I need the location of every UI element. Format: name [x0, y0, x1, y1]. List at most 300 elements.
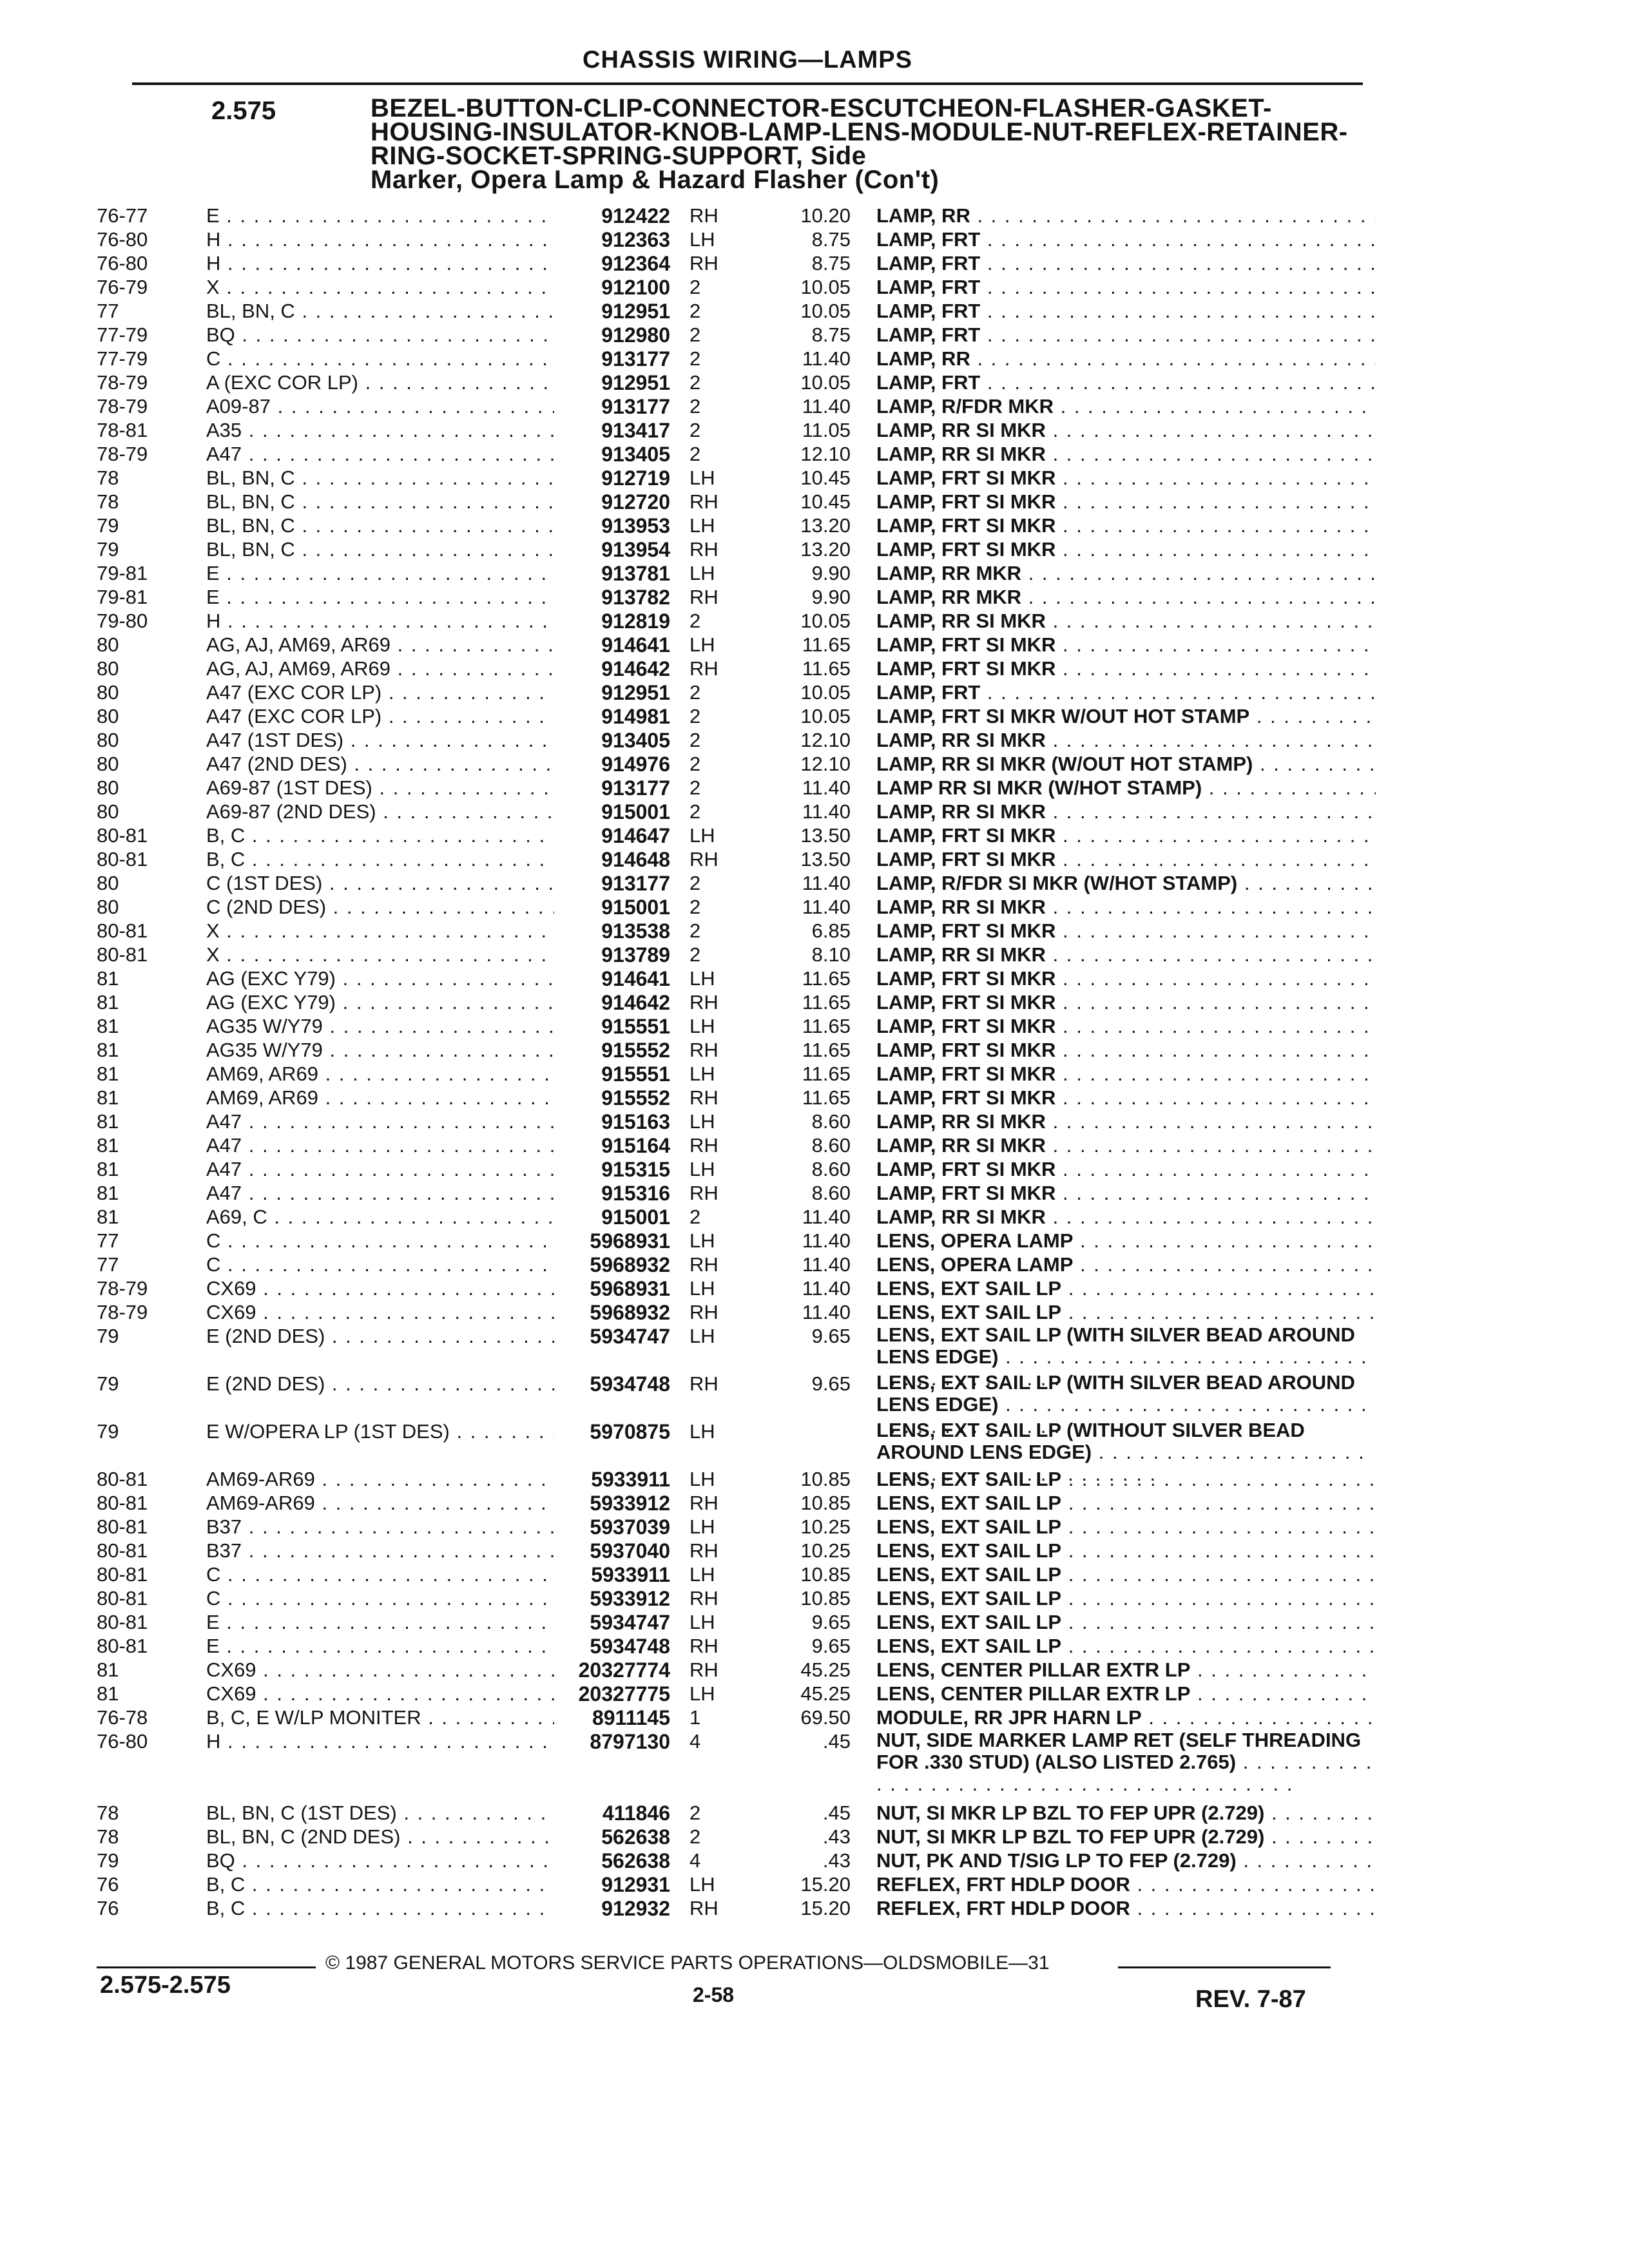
parts-row [97, 1872, 1385, 1897]
quantity-cell: RH [689, 204, 718, 227]
model-cell: A47 . . . [206, 1181, 554, 1206]
description-cell: LENS, EXT SAIL LP . . . [876, 1300, 1376, 1325]
model-cell: C . . . [206, 1562, 554, 1587]
part-number-cell: 915316 [601, 1182, 670, 1205]
description-cell: LAMP, FRT SI MKR . . . [876, 919, 1376, 943]
description-cell: LAMP, FRT SI MKR . . . [876, 1086, 1376, 1110]
description-cell: LAMP, RR SI MKR . . . [876, 800, 1376, 824]
parts-row [97, 204, 1385, 228]
part-number-cell: 915164 [601, 1134, 670, 1157]
parts-row [97, 633, 1385, 657]
model-cell: CX69 . . . [206, 1276, 554, 1301]
part-number-cell: 914641 [601, 633, 670, 657]
price-cell: 6.85 [811, 919, 851, 942]
year-cell: 76-80 [97, 252, 148, 274]
description-cell: LAMP, FRT SI MKR . . . [876, 514, 1376, 538]
parts-row [97, 1276, 1385, 1301]
quantity-cell: 2 [689, 347, 701, 370]
section-title-text: BEZEL-BUTTON-CLIP-CONNECTOR-ESCUTCHEON-FLASHER-GASKET-HOUSING-INSULATOR-KNOB-LAMP-LENS-MODULE-NUT-REFLEX-RETAINER-RING-SOCKET-SPRING-SUPPORT, Side [371, 94, 1348, 170]
part-number-cell: 5934747 [590, 1611, 670, 1634]
price-cell: .45 [822, 1802, 851, 1824]
parts-row [97, 1467, 1385, 1492]
description-cell: LENS, CENTER PILLAR EXTR LP . . . [876, 1682, 1376, 1706]
model-cell: A47 . . . [206, 442, 554, 466]
parts-row [97, 442, 1385, 466]
description-cell: REFLEX, FRT HDLP DOOR . . . [876, 1872, 1376, 1897]
price-cell: 11.40 [802, 896, 851, 918]
part-number-cell: 915551 [601, 1015, 670, 1038]
price-cell: 11.65 [802, 1015, 851, 1037]
model-cell: BQ . . . [206, 323, 554, 347]
part-number-cell: 912980 [601, 323, 670, 347]
price-cell: 11.40 [802, 347, 851, 370]
description-cell: LENS, EXT SAIL LP . . . [876, 1467, 1376, 1492]
quantity-cell: RH [689, 1587, 718, 1610]
model-cell: A47 . . . [206, 1133, 554, 1158]
part-number-cell: 914641 [601, 967, 670, 990]
parts-row [97, 871, 1385, 896]
quantity-cell: 1 [689, 1706, 701, 1729]
price-cell: 13.50 [800, 824, 851, 847]
part-number-cell: 912951 [601, 681, 670, 704]
quantity-cell: 2 [689, 610, 701, 632]
quantity-cell: 2 [689, 729, 701, 751]
parts-row [97, 347, 1385, 371]
price-cell: 11.40 [802, 1301, 851, 1323]
model-cell: BL, BN, C (2ND DES) . . . [206, 1825, 554, 1849]
price-cell: 10.20 [800, 204, 851, 227]
model-cell: A47 (1ST DES) . . . [206, 728, 554, 753]
description-cell: LAMP, R/FDR MKR . . . [876, 394, 1376, 419]
year-cell: 81 [97, 1086, 119, 1109]
year-cell: 80-81 [97, 1468, 148, 1490]
quantity-cell: LH [689, 1563, 715, 1586]
year-cell: 80 [97, 872, 119, 894]
year-cell: 78 [97, 490, 119, 513]
part-number-cell: 913954 [601, 538, 670, 561]
description-cell: NUT, SIDE MARKER LAMP RET (SELF THREADING FOR .330 STUD) (ALSO LISTED 2.765) . . . [876, 1729, 1376, 1795]
price-cell: 11.65 [802, 633, 851, 656]
quantity-cell: LH [689, 1682, 715, 1705]
year-cell: 80-81 [97, 824, 148, 847]
model-cell: B, C . . . [206, 1896, 554, 1921]
year-cell: 78-79 [97, 1277, 148, 1300]
price-cell: 9.65 [811, 1372, 851, 1395]
parts-row [97, 728, 1385, 753]
part-number-cell: 915552 [601, 1039, 670, 1062]
model-cell: BL, BN, C . . . [206, 466, 554, 490]
parts-row [97, 1562, 1385, 1587]
price-cell: 9.65 [811, 1635, 851, 1657]
model-cell: CX69 . . . [206, 1682, 554, 1706]
model-cell: X . . . [206, 919, 554, 943]
quantity-cell: RH [689, 1301, 718, 1323]
parts-row [97, 561, 1385, 586]
model-cell: A09-87 . . . [206, 394, 554, 419]
part-number-cell: 914642 [601, 991, 670, 1014]
quantity-cell: LH [689, 1062, 715, 1085]
part-number-cell: 913781 [601, 562, 670, 585]
parts-row [97, 1682, 1385, 1706]
year-cell: 77 [97, 1253, 119, 1276]
quantity-cell: LH [689, 824, 715, 847]
quantity-cell: RH [689, 1372, 718, 1395]
description-cell: LAMP, FRT SI MKR . . . [876, 1181, 1376, 1206]
part-number-cell: 912951 [601, 371, 670, 394]
model-cell: E . . . [206, 561, 554, 586]
price-cell: 13.20 [800, 538, 851, 561]
model-cell: E . . . [206, 1610, 554, 1635]
price-cell: 9.65 [811, 1611, 851, 1633]
part-number-cell: 914976 [601, 753, 670, 776]
parts-row [97, 800, 1385, 824]
year-cell: 80-81 [97, 1611, 148, 1633]
model-cell: E (2ND DES) . . . [206, 1372, 554, 1396]
year-cell: 76-79 [97, 276, 148, 298]
section-title [371, 94, 1376, 194]
model-cell: A (EXC COR LP) . . . [206, 370, 554, 395]
part-number-cell: 5968931 [590, 1229, 670, 1253]
price-cell: 8.75 [811, 228, 851, 251]
year-cell: 78 [97, 1802, 119, 1824]
year-cell: 81 [97, 1682, 119, 1705]
year-cell: 76 [97, 1897, 119, 1919]
description-cell: LAMP, FRT SI MKR . . . [876, 1157, 1376, 1182]
part-number-cell: 912719 [601, 466, 670, 490]
price-cell: 11.40 [802, 1206, 851, 1228]
parts-row [97, 1849, 1385, 1873]
parts-row [97, 1110, 1385, 1134]
part-number-cell: 5934747 [590, 1325, 670, 1348]
model-cell: AG, AJ, AM69, AR69 . . . [206, 633, 554, 657]
year-cell: 80 [97, 681, 119, 704]
model-cell: C (2ND DES) . . . [206, 895, 554, 919]
model-cell: A35 . . . [206, 418, 554, 443]
price-cell: 15.20 [800, 1873, 851, 1896]
description-cell: LAMP, RR MKR . . . [876, 585, 1376, 610]
parts-row [97, 418, 1385, 443]
year-cell: 80-81 [97, 1635, 148, 1657]
description-cell: LAMP, RR . . . [876, 204, 1376, 228]
price-cell: 11.65 [802, 1039, 851, 1061]
quantity-cell: 2 [689, 919, 701, 942]
quantity-cell: RH [689, 1492, 718, 1514]
year-cell: 76-80 [97, 1730, 148, 1753]
part-number-cell: 5968932 [590, 1301, 670, 1324]
footer-rule-left [97, 1966, 316, 1968]
parts-row [97, 1014, 1385, 1039]
model-cell: A69, C . . . [206, 1205, 554, 1229]
price-cell: 9.65 [811, 1325, 851, 1347]
model-cell: A47 (2ND DES) . . . [206, 752, 554, 776]
description-cell: LAMP, FRT SI MKR . . . [876, 633, 1376, 657]
part-number-cell: 5968931 [590, 1277, 670, 1300]
quantity-cell: 2 [689, 443, 701, 465]
quantity-cell: 2 [689, 300, 701, 322]
year-cell: 80-81 [97, 943, 148, 966]
price-cell: 11.65 [802, 967, 851, 990]
parts-row [97, 1706, 1385, 1730]
footer-page-number: 2-58 [693, 1983, 735, 2006]
description-cell: LAMP, FRT SI MKR . . . [876, 823, 1376, 848]
parts-row [97, 776, 1385, 800]
parts-list [97, 204, 1385, 1937]
section-number: 2.575 [211, 97, 276, 125]
price-cell: 10.85 [800, 1587, 851, 1610]
part-number-cell: 5933911 [591, 1468, 670, 1491]
model-cell: B, C . . . [206, 847, 554, 872]
part-number-cell: 5933912 [590, 1587, 670, 1610]
description-cell: LAMP, RR SI MKR . . . [876, 943, 1376, 967]
description-cell: LAMP, FRT . . . [876, 299, 1376, 323]
year-cell: 81 [97, 1658, 119, 1681]
quantity-cell: 2 [689, 419, 701, 441]
model-cell: E (2ND DES) . . . [206, 1324, 554, 1349]
year-cell: 80-81 [97, 848, 148, 870]
part-number-cell: 912422 [601, 204, 670, 227]
parts-row [97, 943, 1385, 967]
model-cell: BL, BN, C (1ST DES) . . . [206, 1801, 554, 1825]
part-number-cell: 913405 [601, 443, 670, 466]
parts-row [97, 1825, 1385, 1849]
price-cell: 8.60 [811, 1182, 851, 1204]
description-cell: LAMP, FRT SI MKR . . . [876, 1062, 1376, 1086]
parts-row [97, 1491, 1385, 1515]
parts-row [97, 1634, 1385, 1658]
description-cell: LENS, EXT SAIL LP . . . [876, 1515, 1376, 1539]
year-cell: 80-81 [97, 919, 148, 942]
quantity-cell: RH [689, 1086, 718, 1109]
part-number-cell: 562638 [601, 1825, 670, 1849]
year-cell: 80 [97, 800, 119, 823]
price-cell: 10.45 [800, 490, 851, 513]
year-cell: 77 [97, 1229, 119, 1252]
section-subtitle: Marker, Opera Lamp & Hazard Flasher (Con't) [371, 166, 940, 194]
part-number-cell: 913177 [601, 347, 670, 370]
description-cell: LAMP, FRT . . . [876, 680, 1376, 705]
year-cell: 80-81 [97, 1515, 148, 1538]
year-cell: 79-80 [97, 610, 148, 632]
model-cell: E . . . [206, 1634, 554, 1658]
part-number-cell: 915163 [601, 1110, 670, 1133]
part-number-cell: 913177 [601, 872, 670, 895]
price-cell: 11.40 [802, 395, 851, 418]
model-cell: BQ . . . [206, 1849, 554, 1873]
quantity-cell: RH [689, 1539, 718, 1562]
quantity-cell: RH [689, 252, 718, 274]
quantity-cell: 2 [689, 753, 701, 775]
model-cell: H . . . [206, 227, 554, 252]
part-number-cell: 913417 [601, 419, 670, 442]
price-cell: 11.65 [802, 1086, 851, 1109]
part-number-cell: 411846 [602, 1802, 670, 1825]
price-cell: 11.40 [802, 1229, 851, 1252]
model-cell: BL, BN, C . . . [206, 537, 554, 562]
price-cell: 10.05 [800, 705, 851, 727]
parts-row [97, 394, 1385, 419]
price-cell: 8.60 [811, 1110, 851, 1133]
description-cell: LAMP, FRT SI MKR . . . [876, 990, 1376, 1015]
parts-row [97, 466, 1385, 490]
model-cell: AG, AJ, AM69, AR69 . . . [206, 657, 554, 681]
year-cell: 81 [97, 967, 119, 990]
year-cell: 79 [97, 1849, 119, 1872]
description-cell: LENS, OPERA LAMP . . . [876, 1253, 1376, 1277]
description-cell: LAMP RR SI MKR (W/HOT STAMP) . . . [876, 776, 1376, 800]
price-cell: 9.90 [811, 562, 851, 584]
price-cell: 10.25 [800, 1515, 851, 1538]
parts-row [97, 1896, 1385, 1921]
model-cell: CX69 . . . [206, 1300, 554, 1325]
model-cell: C . . . [206, 347, 554, 371]
quantity-cell: LH [689, 228, 715, 251]
parts-row [97, 490, 1385, 514]
model-cell: BL, BN, C . . . [206, 490, 554, 514]
part-number-cell: 5933912 [590, 1492, 670, 1515]
parts-row [97, 299, 1385, 323]
part-number-cell: 912720 [601, 490, 670, 514]
quantity-cell: LH [689, 514, 715, 537]
description-cell: LAMP, RR MKR . . . [876, 561, 1376, 586]
footer-rule-right [1118, 1966, 1331, 1968]
model-cell: B, C . . . [206, 1872, 554, 1897]
year-cell: 81 [97, 1134, 119, 1157]
price-cell: 11.65 [802, 991, 851, 1014]
part-number-cell: 914642 [601, 657, 670, 680]
description-cell: LAMP, RR . . . [876, 347, 1376, 371]
price-cell: 13.50 [800, 848, 851, 870]
quantity-cell: 2 [689, 776, 701, 799]
description-cell: LAMP, RR SI MKR . . . [876, 895, 1376, 919]
year-cell: 80 [97, 896, 119, 918]
part-number-cell: 912951 [601, 300, 670, 323]
price-cell: 10.85 [800, 1468, 851, 1490]
year-cell: 78 [97, 466, 119, 489]
page-header: CHASSIS WIRING—LAMPS [583, 46, 912, 73]
description-cell: LAMP, FRT . . . [876, 323, 1376, 347]
quantity-cell: 2 [689, 1825, 701, 1848]
parts-row [97, 1300, 1385, 1325]
footer-copyright: © 1987 GENERAL MOTORS SERVICE PARTS OPERATIONS—OLDSMOBILE—31 [325, 1952, 1050, 1974]
model-cell: A69-87 (2ND DES) . . . [206, 800, 554, 824]
year-cell: 78 [97, 1825, 119, 1848]
model-cell: AM69, AR69 . . . [206, 1086, 554, 1110]
year-cell: 81 [97, 991, 119, 1014]
price-cell: 11.40 [802, 872, 851, 894]
model-cell: X . . . [206, 943, 554, 967]
year-cell: 78-79 [97, 1301, 148, 1323]
description-cell: LAMP, FRT SI MKR . . . [876, 966, 1376, 991]
part-number-cell: 913177 [601, 776, 670, 800]
parts-row [97, 680, 1385, 705]
parts-row [97, 1610, 1385, 1635]
parts-row [97, 1133, 1385, 1158]
quantity-cell: LH [689, 1015, 715, 1037]
description-cell: LAMP, RR SI MKR . . . [876, 609, 1376, 633]
price-cell: 12.10 [800, 443, 851, 465]
parts-row [97, 537, 1385, 562]
price-cell: 10.85 [800, 1563, 851, 1586]
price-cell: 11.05 [802, 419, 851, 441]
year-cell: 77 [97, 300, 119, 322]
model-cell: C (1ST DES) . . . [206, 871, 554, 896]
part-number-cell: 913782 [601, 586, 670, 609]
quantity-cell: LH [689, 1420, 715, 1443]
model-cell: X . . . [206, 275, 554, 300]
description-cell: LAMP, FRT SI MKR W/OUT HOT STAMP . . . [876, 704, 1376, 729]
part-number-cell: 912363 [601, 228, 670, 251]
description-cell: LENS, OPERA LAMP . . . [876, 1229, 1376, 1253]
price-cell: 10.85 [800, 1492, 851, 1514]
price-cell: 11.40 [802, 1277, 851, 1300]
price-cell: 10.05 [800, 610, 851, 632]
model-cell: H . . . [206, 251, 554, 276]
model-cell: B, C . . . [206, 823, 554, 848]
price-cell: 11.40 [802, 1253, 851, 1276]
part-number-cell: 913177 [601, 395, 670, 418]
year-cell: 79 [97, 1420, 119, 1443]
description-cell: LAMP, FRT SI MKR . . . [876, 490, 1376, 514]
description-cell: LENS, EXT SAIL LP . . . [876, 1634, 1376, 1658]
year-cell: 80-81 [97, 1539, 148, 1562]
price-cell: 8.10 [811, 943, 851, 966]
description-cell: NUT, SI MKR LP BZL TO FEP UPR (2.729) . . . [876, 1801, 1376, 1825]
year-cell: 78-79 [97, 443, 148, 465]
price-cell: 8.75 [811, 323, 851, 346]
year-cell: 79 [97, 514, 119, 537]
year-cell: 80 [97, 753, 119, 775]
part-number-cell: 5934748 [590, 1635, 670, 1658]
parts-row [97, 823, 1385, 848]
quantity-cell: LH [689, 1110, 715, 1133]
quantity-cell: 4 [689, 1849, 701, 1872]
quantity-cell: 2 [689, 323, 701, 346]
parts-row [97, 752, 1385, 776]
parts-row [97, 704, 1385, 729]
year-cell: 80-81 [97, 1587, 148, 1610]
parts-row [97, 585, 1385, 610]
description-cell: LENS, EXT SAIL LP . . . [876, 1610, 1376, 1635]
year-cell: 81 [97, 1206, 119, 1228]
part-number-cell: 915001 [601, 800, 670, 823]
model-cell: H . . . [206, 1729, 554, 1754]
price-cell: 12.10 [800, 729, 851, 751]
quantity-cell: RH [689, 991, 718, 1014]
parts-row [97, 275, 1385, 300]
model-cell: E W/OPERA LP (1ST DES) . . . [206, 1419, 554, 1444]
description-cell: LAMP, FRT SI MKR . . . [876, 537, 1376, 562]
model-cell: AM69-AR69 . . . [206, 1467, 554, 1492]
quantity-cell: 2 [689, 681, 701, 704]
quantity-cell: LH [689, 1325, 715, 1347]
price-cell: 11.65 [802, 1062, 851, 1085]
part-number-cell: 912819 [601, 610, 670, 633]
part-number-cell: 913538 [601, 919, 670, 943]
part-number-cell: 5937040 [590, 1539, 670, 1562]
parts-row [97, 895, 1385, 919]
description-cell: LAMP, FRT SI MKR . . . [876, 847, 1376, 872]
year-cell: 78-79 [97, 371, 148, 394]
year-cell: 80 [97, 657, 119, 680]
description-cell: LAMP, FRT . . . [876, 275, 1376, 300]
description-cell: LENS, EXT SAIL LP . . . [876, 1586, 1376, 1611]
description-cell: LENS, EXT SAIL LP . . . [876, 1562, 1376, 1587]
quantity-cell: RH [689, 490, 718, 513]
quantity-cell: 2 [689, 800, 701, 823]
price-cell: 12.10 [800, 753, 851, 775]
description-cell: LAMP, RR SI MKR . . . [876, 1133, 1376, 1158]
part-number-cell: 913953 [601, 514, 670, 537]
